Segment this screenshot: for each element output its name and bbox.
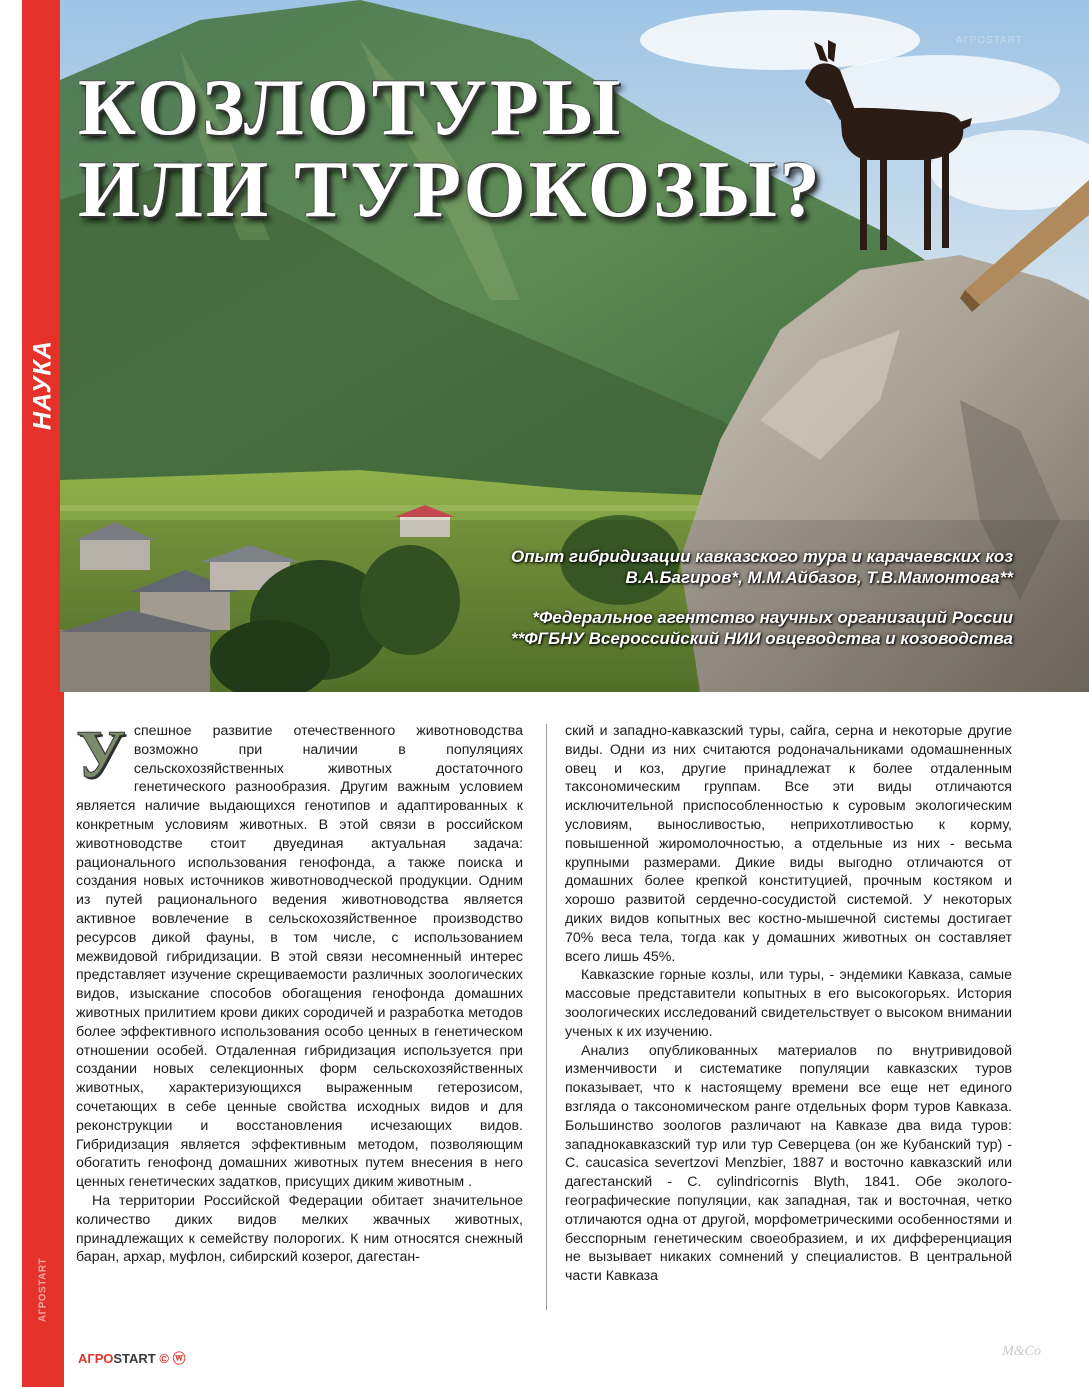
brand-agro: АГРО	[78, 1351, 114, 1366]
article-paragraph	[76, 716, 523, 1192]
paragraph-text: спешное развитие отечественного животноводства возможно при наличии в популяциях сельскохозяйственных животных достаточного генетического разнообразия. Другим важным условием является наличие выдающихся генотипов и адаптированных к конкретным условиям животных. В этой связи в российском животноводстве стоит двуединая актуальная задача: рационального использования генофонда, а также поиска и создания новых источников животноводческой продукции. Одним из путей рационального ведения животноводства является активное вовлечение в сельскохозяйственное производство ресурсов дикой фауны, в том числе, с использованием межвидовой гибридизации. В этой связи несомненный интерес представляет изучение скрещиваемости различных зоологических видов, изыскание способов обогащения генофонда домашних животных прилитием крови диких сородичей и разработка методов более эффективного использования особо ценных в генетическом отношении особей. Отдаленная гибридизация используется при создании новых селекционных форм сельскохозяйственных животных, характеризующихся выраженным гетерозисом, сочетающих в себе ценные свойства исходных видов и для реконструкции и восстановления исчезающих видов. Гибридизация является эффективным методом, позволяющим обогатить генофонд домашних животных путем внесения в него ценных генетических задатков, присущих диким животным .	[76, 723, 523, 1191]
article-paragraph: На территории Российской Федерации обитает значительное количество диких видов мелких жвачных животных, принадлежащих к семейству полорогих. К ним относятся снежный баран, архар, муфлон, сибирский козерог, дагестан-	[76, 1192, 523, 1266]
section-sidebar	[22, 0, 64, 1387]
brand-mark: © ⓦ	[159, 1351, 186, 1366]
brand-start: START	[113, 1351, 156, 1366]
footer-signature: M&Co	[1002, 1344, 1041, 1359]
hero-watermark: АГРОSTART	[955, 35, 1023, 46]
article-column-left	[76, 716, 523, 1267]
article-paragraph: Анализ опубликованных материалов по внутривидовой изменчивости и систематике популяции кавказских туров показывает, что к настоящему времени все еще нет единого взгляда о таксономическом ранге отдельных форм туров Кавказа. Большинство зоологов различают на Кавказе два вида туров: западнокавказский тур или тур Северцева (он же Кубанский тур) - C. caucasica severtzovi Menzbier, 1887 и восточно кавказский или дагестанский - C. cylindricornis Blyth, 1841. Обе эколого-географические популяции, как западная, так и восточная, четко отличаются одна от другой, морфометрическими особенностями и бесспорным генетическим своеобразием, и их дифференциация не вызывает никаких сомнений у специалистов. В центральной части Кавказа	[565, 1042, 1012, 1285]
page-title: КОЗЛОТУРЫ ИЛИ ТУРОКОЗЫ?	[78, 64, 823, 234]
section-label: НАУКА	[28, 340, 57, 430]
article-credits	[511, 546, 1013, 649]
article-paragraph: Кавказские горные козлы, или туры, - эндемики Кавказа, самые массовые представители копытных в его высокогорьях. История зоологических исследований свидетельствует о высоком внимании ученых к их изучению.	[565, 967, 1012, 1040]
column-divider	[546, 724, 547, 1310]
article-paragraph: ский и западно-кавказский туры, сайга, серна и некоторые другие виды. Одни из них считаются родоначальниками одомашненных овец и коз, другие принадлежат к более отдаленным таксономическим группам. Все эти виды отличаются исключительной приспособленностью к суровым экологическим условиям, выносливостью, неприхотливостью к корму, повышенной жиромолочностью, а отдельные из них - весьма крупными размерами. Дикие виды выгодно отличаются от домашних более крепкой конституцией, прочным костяком и хорошо развитой сердечно-сосудистой системой. У некоторых диких видов копытных вес костно-мышечной системы достигает 70% веса тела, тогда как у домашних животных он составляет всего лишь 45%.	[565, 723, 1012, 965]
footer-brand	[78, 1348, 186, 1367]
article-subtitle: Опыт гибридизации кавказского тура и карачаевских коз	[511, 547, 1013, 566]
drop-cap: У	[76, 716, 126, 792]
article-authors: В.А.Багиров*, М.М.Айбазов, Т.В.Мамонтова**	[625, 568, 1013, 588]
affiliation-1: *Федеральное агентство научных организаций России	[532, 607, 1013, 627]
affiliation-2: **ФГБНУ Всероссийский НИИ овцеводства и козоводства	[511, 628, 1013, 648]
article-column-right	[565, 722, 1012, 1286]
sidebar-brand: АГРОSTART	[37, 1257, 49, 1323]
